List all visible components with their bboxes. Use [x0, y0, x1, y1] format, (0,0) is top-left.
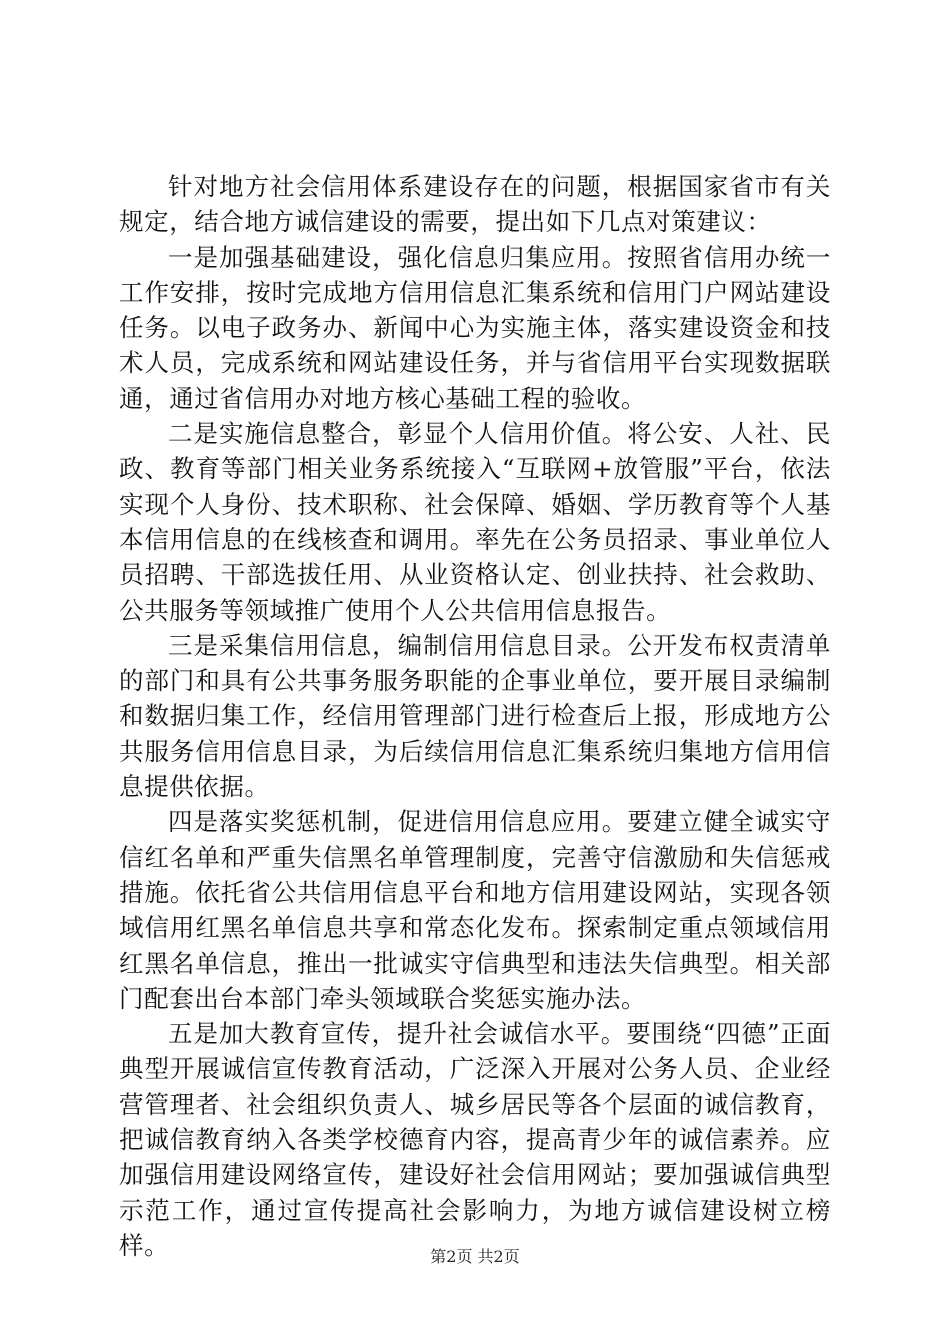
paragraph-point-2: 二是实施信息整合，彰显个人信用价值。将公安、人社、民政、教育等部门相关业务系统接入“互联网+放管服”平台，依法实现个人身份、技术职称、社会保障、婚姻、学历教育等个人基本信用信息的在线核查和调用。率先在公务员招录、事业单位人员招聘、干部选拔任用、从业资格认定、创业扶持、社会救助、公共服务等领域推广使用个人公共信用信息报告。: [119, 419, 831, 625]
page-number-footer: 第2页 共2页: [430, 1247, 520, 1266]
document-body: [119, 169, 831, 1263]
paragraph-point-3: 三是采集信用信息，编制信用信息目录。公开发布权责清单的部门和具有公共事务服务职能的企事业单位，要开展目录编制和数据归集工作，经信用管理部门进行检查后上报，形成地方公共服务信用信息目录，为后续信用信息汇集系统归集地方信用信息提供依据。: [119, 630, 831, 802]
paragraph-point-1: 一是加强基础建设，强化信息归集应用。按照省信用办统一工作安排，按时完成地方信用信息汇集系统和信用门户网站建设任务。以电子政务办、新闻中心为实施主体，落实建设资金和技术人员，完成系统和网站建设任务，并与省信用平台实现数据联通，通过省信用办对地方核心基础工程的验收。: [119, 242, 831, 413]
paragraph-intro: 针对地方社会信用体系建设存在的问题，根据国家省市有关规定，结合地方诚信建设的需要，提出如下几点对策建议：: [119, 172, 831, 237]
paragraph-point-4: 四是落实奖惩机制，促进信用信息应用。要建立健全诚实守信红名单和严重失信黑名单管理制度，完善守信激励和失信惩戒措施。依托省公共信用信息平台和地方信用建设网站，实现各领域信用红黑名单信息共享和常态化发布。探索制定重点领域信用红黑名单信息，推出一批诚实守信典型和违法失信典型。相关部门配套出台本部门牵头领域联合奖惩实施办法。: [119, 807, 831, 1013]
paragraph-point-5: 五是加大教育宣传，提升社会诚信水平。要围绕“四德”正面典型开展诚信宣传教育活动，广泛深入开展对公务人员、企业经营管理者、社会组织负责人、城乡居民等各个层面的诚信教育，把诚信教育纳入各类学校德育内容，提高青少年的诚信素养。应加强信用建设网络宣传，建设好社会信用网站；要加强诚信典型示范工作，通过宣传提高社会影响力，为地方诚信建设树立榜样。: [119, 1019, 831, 1260]
